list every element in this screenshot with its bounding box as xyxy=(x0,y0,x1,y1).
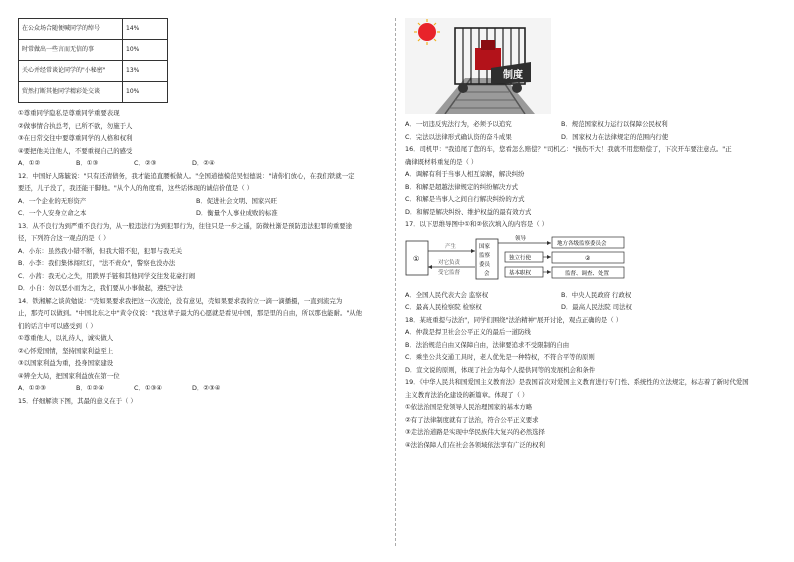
option: D．和解是解决纠纷、维护权益的最有效方式 xyxy=(405,207,532,216)
option: D．最高人民法院 司法权 xyxy=(561,303,632,311)
box-text: ② xyxy=(585,254,591,262)
center-text: 监察 xyxy=(479,252,491,259)
table-row xyxy=(19,19,168,40)
center-text: 国家 xyxy=(479,243,491,250)
mind-map-svg xyxy=(405,233,627,285)
node-1-text: ① xyxy=(413,254,420,263)
option: B．中央人民政府 行政权 xyxy=(561,290,632,299)
statement: ①依法治国是党领导人民治理国家的基本方略 xyxy=(405,403,533,411)
question-text: 16．司机甲："我追尾了您的车，您看怎么赔偿？"司机乙："损伤不大！我就不用您赔偿了，下次开车要注意点。"正 xyxy=(405,145,732,153)
arrow-label: 产生 xyxy=(445,243,457,250)
question-text: 要还，儿子没了，我还能干脚他。"从个人的角度看，这些话体现的诚信价值是（ ） xyxy=(18,184,254,192)
option: A．仲裁是捍卫社会公平正义的最后一道防线 xyxy=(405,328,531,336)
option: A．一切违反宪法行为，必须予以追究 xyxy=(405,120,512,128)
arrow-label: 独立行使 xyxy=(509,255,532,261)
option: B．小李：我们集体闯红灯，"法不责众"，警察也没办法 xyxy=(18,259,176,267)
statement: ④法治保障人们在社会各领域依法享有广泛的权利 xyxy=(405,440,545,449)
option: B．法治规范自由又保障自由，法律要追求不受限制的自由 xyxy=(405,340,570,349)
answer-options xyxy=(405,120,777,128)
table-row xyxy=(19,40,168,61)
answer-options xyxy=(405,303,777,311)
option: C．①③④ xyxy=(134,384,163,392)
option: C．一个人安身立命之本 xyxy=(18,209,87,217)
center-text: 委员 xyxy=(479,261,491,268)
question-text: 们的话言中可以感受到（ ） xyxy=(18,321,97,330)
answer-options xyxy=(18,209,380,217)
option: C．和解是当事人之间自行解决纠纷的方式 xyxy=(405,195,525,203)
statement: ②有了法律制度就有了法治，符合公平正义要求 xyxy=(405,415,539,424)
arrow-label: 领导 xyxy=(515,235,527,242)
arrow-label: 对它负责 xyxy=(438,259,461,266)
option: C．完法以法律形式确认资的奋斗成果 xyxy=(405,132,512,141)
answer-options xyxy=(18,159,380,167)
option: A．调解有利于当事人相互谅解，解决纠纷 xyxy=(405,170,525,178)
statement: ②心怀爱国情，坚持国家利益至上 xyxy=(18,346,114,355)
cage-car-image xyxy=(405,18,551,114)
statement: ③在日常交往中要尊重同学的人格和权利 xyxy=(18,134,133,142)
option: D．小自：勿以恶小而为之，我们要从小事做起，遵纪守法 xyxy=(18,284,183,292)
option: C．乘坐公共交通工具时，老人优先是一种特权，不符合平等的原则 xyxy=(405,353,595,361)
statement: ④辨全大局，把国家利益放在第一位 xyxy=(18,371,120,380)
option: D．国家权力在法律规定的范围内行使 xyxy=(561,132,669,141)
box-text: 地方各级监察委员会 xyxy=(557,240,607,247)
answer-options xyxy=(18,384,380,392)
table-cell-behavior: 关心并经常谈论同学的"小秘密" xyxy=(19,61,123,82)
option: B．①②④ xyxy=(76,384,104,392)
question-text: 14．铁湘解之谈黄勉说："壳如果要求我把这一次凌沦，没有意见，壳如果要求我的立一滴一滴播摄，一直到流完为 xyxy=(18,296,343,305)
option: D．②④ xyxy=(192,159,215,167)
table-cell-behavior: 贸然打断其他同学精彩处交谈 xyxy=(19,82,123,103)
column-divider xyxy=(395,18,396,546)
answer-options xyxy=(405,291,777,299)
option: D．衡量个人事业成败的标准 xyxy=(196,209,278,217)
option: D．宣文说的原则，体现了社会为每个人提供同等的发展机会和条件 xyxy=(405,365,596,374)
option: C．②③ xyxy=(134,159,157,167)
question-text: 13．从不良行为到严重不良行为，从一般违法行为到犯罪行为，往往只是一步之遥，防微杜渐是预防违法犯罪的重要途 xyxy=(18,221,353,230)
option: A．①② xyxy=(18,159,41,167)
option: A．全国人民代表大会 监察权 xyxy=(405,290,489,299)
table-cell-percent: 14% xyxy=(123,19,168,40)
question-text: 15．仔细解读下图，其最的意义在于（ ） xyxy=(18,396,137,405)
option: D．②③④ xyxy=(192,384,221,392)
statement: ③以国家利益为重，投身国家建设 xyxy=(18,359,114,367)
cartoon-caption: 制度 xyxy=(503,70,523,81)
cartoon-illustration xyxy=(405,18,551,114)
question-text: 径，下列符合这一观点的是（ ） xyxy=(18,234,110,242)
box-text: 监督、调查、处置 xyxy=(565,270,610,277)
left-column xyxy=(18,18,380,409)
option: A．小东：虽然我小错不断，但我大错不犯，犯罪与我无关 xyxy=(18,246,183,255)
question-text: 确律既材料重复的是（ ） xyxy=(405,157,478,166)
statement: ①尊重他人，以礼待人，诚实做人 xyxy=(18,334,114,342)
table-cell-percent: 13% xyxy=(123,61,168,82)
arrow-label: 受它监督 xyxy=(438,269,461,276)
question-text: 18．某班重提与法治"，同学们围绕"法治精神"展开讨论，观点正确的是（ ） xyxy=(405,315,623,324)
question-text: 12．中国好人陈毓说："只有还清债务，我才能追直腰板做人。"全国道德模范吴恒德说："请你们放心，在我们铁就一定 xyxy=(18,171,355,180)
option: C．小茜：我无心之失，用跌界手链和其他同学交往发花豪打闹 xyxy=(18,271,196,280)
option: B．①③ xyxy=(76,159,99,167)
table-cell-behavior: 在公众场合随便喊同学的绰号 xyxy=(19,19,123,40)
table-row xyxy=(19,61,168,82)
option: A．一个企业的无形资产 xyxy=(18,196,87,205)
question-text: 止，那壳可以做到。"中国北东之中"黄令仪说："我这辈子最大的心愿就是看见中国，那是里的自由，所以那也能耐。"从他 xyxy=(18,309,363,317)
statement: ②做事情合执总考，已所不欲，勿施于人 xyxy=(18,121,133,130)
table-cell-percent: 10% xyxy=(123,82,168,103)
option: B．和解是超越法律规定的纠纷解决方式 xyxy=(405,182,519,191)
option: B．促进社会文明、国家兴旺 xyxy=(196,196,278,205)
question-text: 17．以下思维导图中①和②依次填入的内容是（ ） xyxy=(405,220,549,228)
right-column xyxy=(405,18,777,453)
sun-icon xyxy=(418,23,436,41)
question-text: 19．《中华人民共和国爱国主义教育法》是我国首次对爱国主义教育进行专门性、系统性的立法规定，标志着了新时代爱国 xyxy=(405,378,749,386)
survey-table xyxy=(18,18,168,103)
table-row xyxy=(19,82,168,103)
option: A．①②③ xyxy=(18,384,46,392)
question-text: 主义教育法治化建设的新篇章。体现了（ ） xyxy=(405,390,529,399)
option: C．最高人民检察院 检察权 xyxy=(405,303,482,311)
answer-options xyxy=(18,197,380,205)
arrow-label: 基本职权 xyxy=(509,270,532,276)
center-text: 会 xyxy=(484,270,490,277)
table-cell-behavior: 时常做出一些言而无信的事 xyxy=(19,40,123,61)
statement: ④要把他关注他人，不要重视自己的感受 xyxy=(18,146,133,155)
table-cell-percent: 10% xyxy=(123,40,168,61)
statement: ①尊重同学隐私是尊重同学重要表现 xyxy=(18,109,120,117)
statement: ③走法治道路是实现中华民族伟大复兴的必然选择 xyxy=(405,428,545,436)
mind-map-diagram xyxy=(405,233,627,285)
answer-options xyxy=(405,133,777,141)
option: B．规范国家权力运行以保障公民权利 xyxy=(561,120,668,128)
